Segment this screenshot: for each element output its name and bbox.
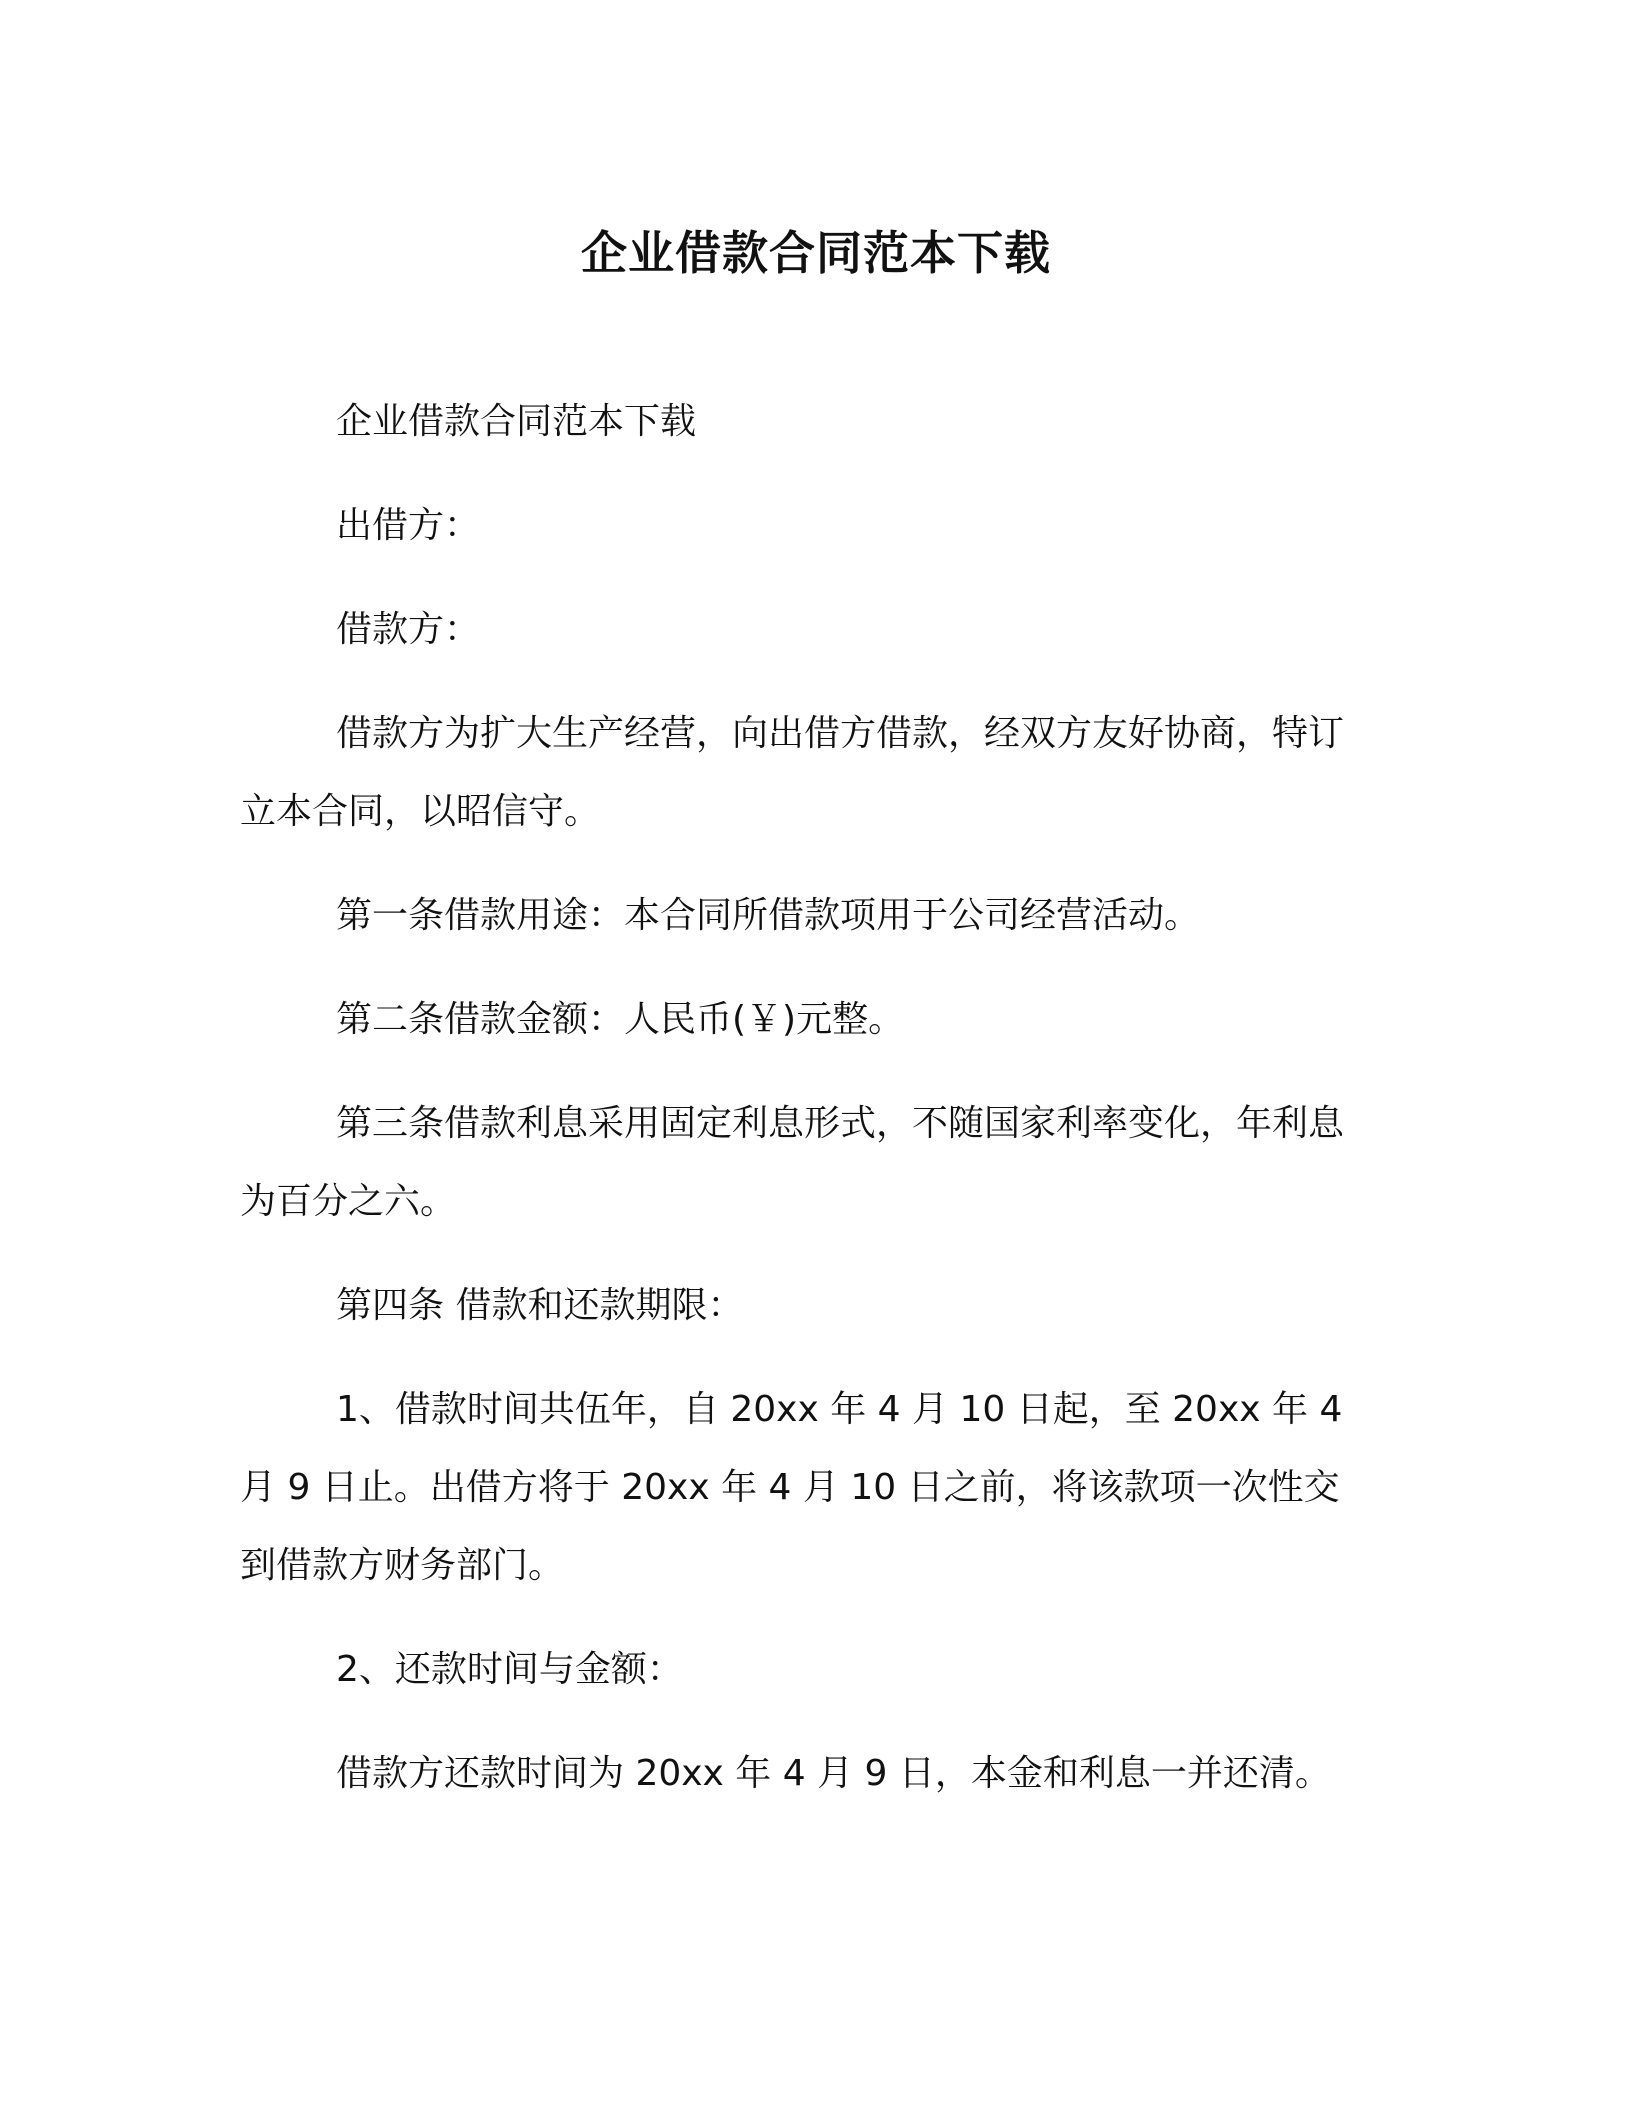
paragraph-repayment-terms: 借款方还款时间为 20xx 年 4 月 9 日，本金和利息一并还清。 <box>336 1753 1331 1794</box>
paragraph-lender: 出借方： <box>336 505 481 546</box>
paragraph-article-4: 第四条 借款和还款期限： <box>336 1285 744 1326</box>
paragraph-article-3: 第三条借款利息采用固定利息形式，不随国家利率变化，年利息为百分之六。 <box>240 1103 1345 1222</box>
paragraph-article-2: 第二条借款金额：人民币(￥)元整。 <box>336 999 905 1040</box>
paragraph-repayment-heading: 2、还款时间与金额： <box>336 1649 683 1690</box>
paragraph-loan-term: 1、借款时间共伍年，自 20xx 年 4 月 10 日起，至 20xx 年 4 月 9 日止。出借方将于 20xx 年 4 月 10 日之前，将该款项一次性交到借款方财务部门。 <box>240 1389 1354 1586</box>
paragraph-subtitle: 企业借款合同范本下载 <box>336 401 697 442</box>
paragraph-borrower: 借款方： <box>336 609 481 650</box>
paragraph-article-1: 第一条借款用途：本合同所借款项用于公司经营活动。 <box>336 895 1201 936</box>
paragraph-preamble: 借款方为扩大生产经营，向出借方借款，经双方友好协商，特订立本合同，以昭信守。 <box>240 713 1345 832</box>
document-title: 企业借款合同范本下载 <box>581 226 1051 280</box>
